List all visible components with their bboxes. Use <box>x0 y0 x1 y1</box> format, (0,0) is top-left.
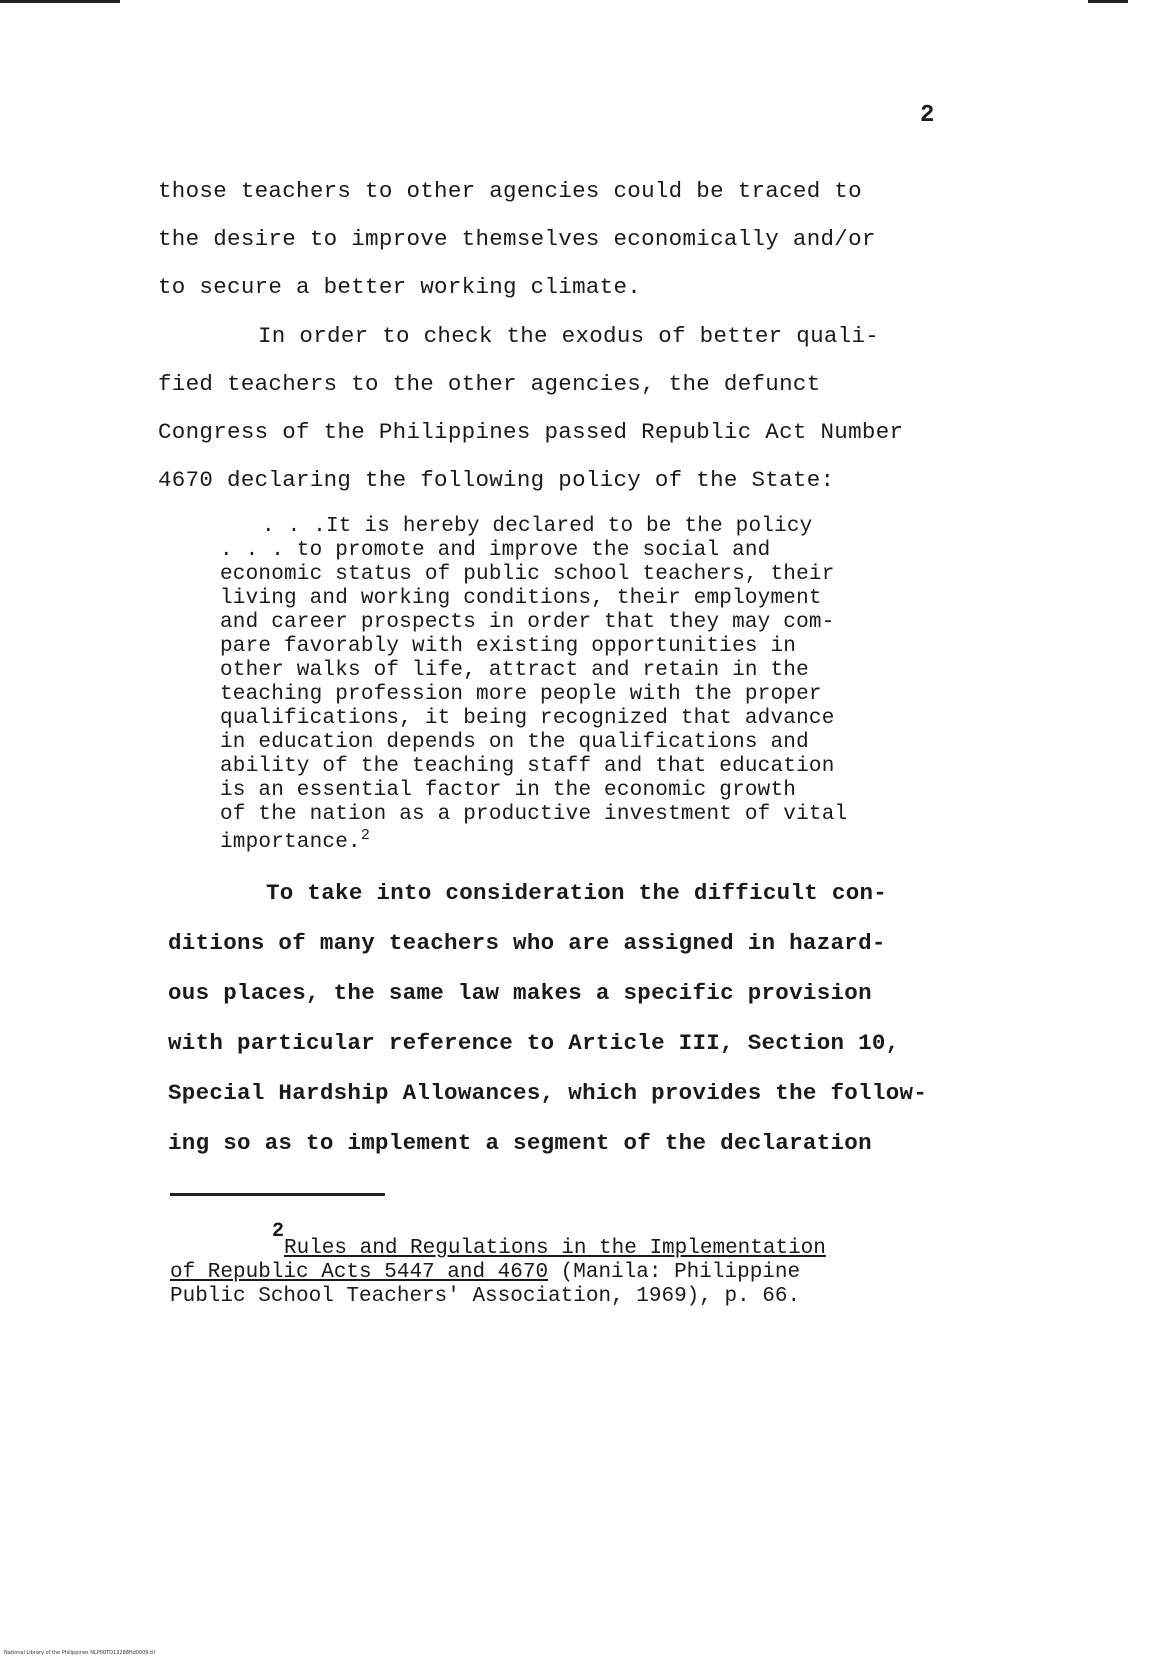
body-line: ous places, the same law makes a specific provision <box>168 980 872 1006</box>
scan-edge-mark-right <box>1088 0 1128 3</box>
footnote-reference: 2 <box>360 827 371 844</box>
quote-line: and career prospects in order that they may com- <box>220 611 835 634</box>
body-line: ditions of many teachers who are assigned in hazard- <box>168 930 886 956</box>
quote-line: in education depends on the qualifications and <box>220 731 809 754</box>
footnote-line: Rules and Regulations in the Implementation <box>284 1237 826 1260</box>
quote-line: other walks of life, attract and retain in the <box>220 659 809 682</box>
scan-edge-mark <box>0 0 120 3</box>
footnote-underlined-title: of Republic Acts 5447 and 4670 <box>170 1261 549 1284</box>
quote-line: is an essential factor in the economic growth <box>220 779 797 802</box>
quote-line: teaching profession more people with the proper <box>220 683 822 706</box>
quote-line-last <box>220 828 370 853</box>
body-line: Congress of the Philippines passed Republic Act Number <box>158 419 904 445</box>
quote-line: qualifications, it being recognized that advance <box>220 707 835 730</box>
footnote-line: Public School Teachers' Association, 1969), p. 66. <box>170 1285 801 1308</box>
quote-last-text: importance. <box>220 831 361 854</box>
body-line: 4670 declaring the following policy of the State: <box>158 467 835 493</box>
body-line: fied teachers to the other agencies, the defunct <box>158 371 821 397</box>
body-line: In order to check the exodus of better quali- <box>258 323 880 349</box>
footnote-line <box>170 1262 800 1283</box>
page-number: 2 <box>920 102 935 129</box>
body-line: those teachers to other agencies could be traced to <box>158 178 862 204</box>
quote-line: . . . to promote and improve the social and <box>220 539 771 562</box>
quote-line: . . .It is hereby declared to be the policy <box>262 515 813 538</box>
body-line: to secure a better working climate. <box>158 274 642 300</box>
body-line: ing so as to implement a segment of the declaration <box>168 1130 872 1156</box>
scan-caption: National Library of the Philippines NLP00TD13288ftd0009.tif <box>4 1650 156 1656</box>
quote-line: of the nation as a productive investment of vital <box>220 803 848 826</box>
footnote-rule <box>170 1193 385 1196</box>
body-line: Special Hardship Allowances, which provides the follow- <box>168 1080 928 1106</box>
body-line: To take into consideration the difficult con- <box>266 880 888 906</box>
quote-line: economic status of public school teachers, their <box>220 563 835 586</box>
quote-line: pare favorably with existing opportunities in <box>220 635 797 658</box>
body-line: the desire to improve themselves economically and/or <box>158 226 876 252</box>
footnote-marker: 2 <box>272 1220 285 1243</box>
quote-line: ability of the teaching staff and that education <box>220 755 835 778</box>
quote-line: living and working conditions, their employment <box>220 587 822 610</box>
footnote-publisher-start: (Manila: Philippine <box>548 1261 801 1284</box>
body-line: with particular reference to Article III, Section 10, <box>168 1030 900 1056</box>
